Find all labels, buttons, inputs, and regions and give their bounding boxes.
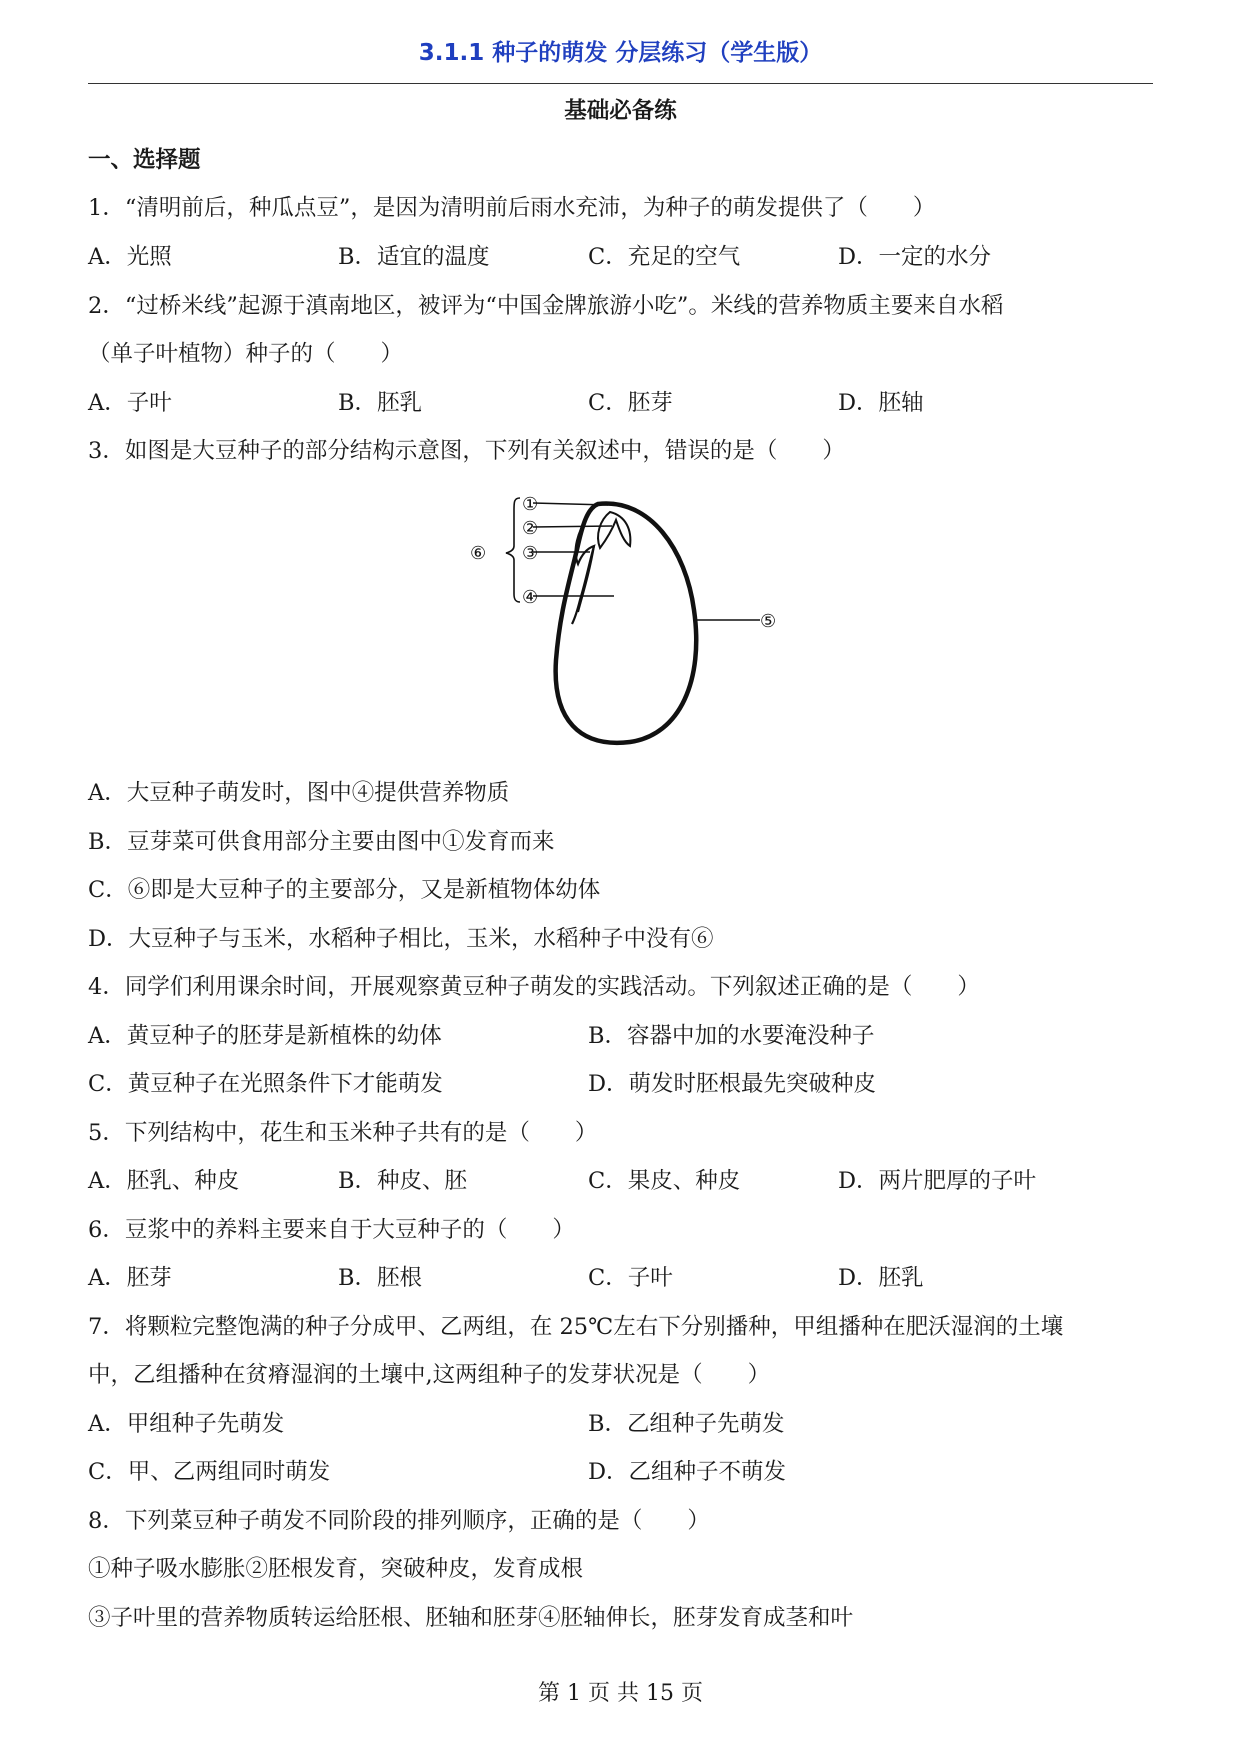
label-6: ⑥ [470,543,487,564]
question-2-stem-line1: 2．“过桥米线”起源于滇南地区，被评为“中国金牌旅游小吃”。米线的营养物质主要来自水稻 [88,293,1004,319]
label-3: ③ [522,543,539,564]
q2-option-c: C．胚芽 [588,390,673,416]
q2-option-a: A．子叶 [88,390,172,416]
question-3-stem: 3．如图是大豆种子的部分结构示意图，下列有关叙述中，错误的是（ ） [88,438,845,464]
q4-option-b: B．容器中加的水要淹没种子 [588,1023,875,1049]
q5-option-d: D．两片肥厚的子叶 [838,1168,1037,1194]
q5-option-c: C．果皮、种皮 [588,1168,741,1194]
question-8-stem: 8．下列菜豆种子萌发不同阶段的排列顺序，正确的是（ ） [88,1508,710,1534]
q3-option-a: A．大豆种子萌发时，图中④提供营养物质 [88,780,510,806]
soybean-seed-diagram [460,490,780,760]
q7-option-c: C．甲、乙两组同时萌发 [88,1459,331,1485]
label-1: ① [522,494,539,515]
q6-option-a: A．胚芽 [88,1265,172,1291]
page-title: 3.1.1 种子的萌发 分层练习（学生版） [418,40,823,66]
q4-option-d: D．萌发时胚根最先突破种皮 [588,1071,877,1097]
question-1-stem: 1．“清明前后，种瓜点豆”，是因为清明前后雨水充沛，为种子的萌发提供了（ ） [88,195,936,221]
q4-option-a: A．黄豆种子的胚芽是新植株的幼体 [88,1023,442,1049]
section-title: 基础必备练 [564,98,677,124]
question-7-stem-line2: 中，乙组播种在贫瘠湿润的土壤中,这两组种子的发芽状况是（ ） [88,1362,771,1388]
q1-option-c: C．充足的空气 [588,244,741,270]
q5-option-a: A．胚乳、种皮 [88,1168,240,1194]
q5-option-b: B．种皮、胚 [338,1168,468,1194]
q1-option-d: D．一定的水分 [838,244,992,270]
q8-stage-line2: ③子叶里的营养物质转运给胚根、胚轴和胚芽④胚轴伸长，胚芽发育成茎和叶 [88,1605,854,1631]
q8-stage-line1: ①种子吸水膨胀②胚根发育，突破种皮，发育成根 [88,1556,584,1582]
q6-option-b: B．胚根 [338,1265,423,1291]
q3-option-b: B．豆芽菜可供食用部分主要由图中①发育而来 [88,829,555,855]
q3-option-d: D．大豆种子与玉米，水稻种子相比，玉米，水稻种子中没有⑥ [88,926,714,952]
part-heading: 一、选择题 [88,147,201,173]
page-number: 第 1 页 共 15 页 [538,1681,703,1706]
radicle-shape [578,546,594,612]
question-5-stem: 5．下列结构中，花生和玉米种子共有的是（ ） [88,1120,598,1146]
header-divider [88,83,1153,84]
label-4: ④ [522,587,539,608]
q2-option-d: D．胚轴 [838,390,924,416]
q7-option-b: B．乙组种子先萌发 [588,1411,785,1437]
q7-option-a: A．甲组种子先萌发 [88,1411,285,1437]
q2-option-b: B．胚乳 [338,390,423,416]
q3-option-c: C．⑥即是大豆种子的主要部分，又是新植物体幼体 [88,877,601,903]
label-5: ⑤ [760,611,777,632]
question-7-stem-line1: 7．将颗粒完整饱满的种子分成甲、乙两组，在 25℃左右下分别播种，甲组播种在肥沃湿润的土壤 [88,1314,1064,1340]
label-2: ② [522,518,539,539]
question-4-stem: 4．同学们利用课余时间，开展观察黄豆种子萌发的实践活动。下列叙述正确的是（ ） [88,974,980,1000]
q4-option-c: C．黄豆种子在光照条件下才能萌发 [88,1071,443,1097]
question-6-stem: 6．豆浆中的养料主要来自于大豆种子的（ ） [88,1217,575,1243]
question-2-stem-line2: （单子叶植物）种子的（ ） [88,341,404,367]
q6-option-d: D．胚乳 [838,1265,924,1291]
plumule-shape [598,512,630,548]
q7-option-d: D．乙组种子不萌发 [588,1459,787,1485]
q1-option-a: A．光照 [88,244,172,270]
q6-option-c: C．子叶 [588,1265,673,1291]
q1-option-b: B．适宜的温度 [338,244,490,270]
